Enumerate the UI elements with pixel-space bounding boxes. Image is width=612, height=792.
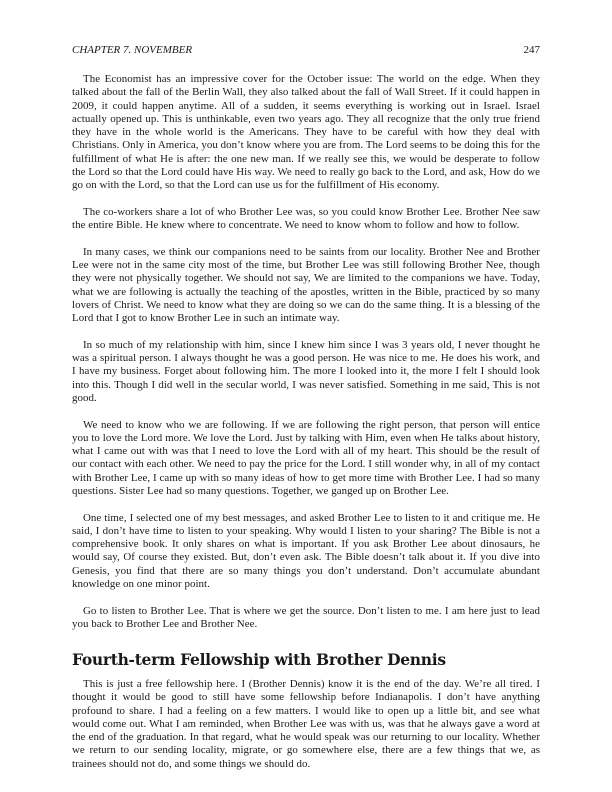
paragraph: Go to listen to Brother Lee. That is where we get the source. Don’t listen to me. I am here just to lead you back to Brother Lee and Brother Nee. <box>72 604 540 630</box>
section-heading: Fourth-term Fellowship with Brother Dennis <box>72 650 446 669</box>
paragraph: We need to know who we are following. If we are following the right person, that person will entice you to love the Lord more. We love the Lord. Just by talking with Him, even when He talks about history, what I came out with was that I need to love the Lord with all of my heart. This should be the result of our contact with each other. We need to pay the price for the Lord. I still wonder why, in all of my contact with Brother Lee, I came up with so many ideas of how to get more time with Brother Lee. I had so many questions. Sister Lee had so many questions. Together, we ganged up on Brother Lee. <box>72 418 540 497</box>
paragraph: This is just a free fellowship here. I (Brother Dennis) know it is the end of the day. We’re all tired. I thought it would be good to still have some fellowship before Indianapolis. I don’t have anything profound to share. I had a feeling on a few matters. I would like to open up a little bit, and see what would come out. What I am reminded, when Brother Lee was with us, was that he always gave a word at the end of the graduation. In that regard, what he would speak was our returning to our locality. Whether we return to our sending locality, migrate, or go somewhere else, there are a few things that we, as trainees should not do, and some things we should do. <box>72 678 540 770</box>
paragraph: The co-workers share a lot of who Brother Lee was, so you could know Brother Lee. Brother Nee saw the entire Bible. He knew where to concentrate. We need to know whom to follow and how to follow. <box>72 205 540 231</box>
chapter-title: CHAPTER 7. NOVEMBER <box>72 44 193 56</box>
running-header <box>72 44 540 57</box>
document-page <box>72 44 540 784</box>
page-number: 247 <box>523 44 540 56</box>
paragraph: In many cases, we think our companions need to be saints from our locality. Brother Nee and Brother Lee were not in the same city most of the time, but Brother Lee was still following Brother Nee, though they were not physically together. We should not say, We are limited to the companions we have. Today, what we are following is actually the teaching of the apostles, written in the Bible, practiced by so many lovers of Christ. We need to know what they are doing so we can do the same thing. It is a blessing of the Lord that I got to know Brother Lee in such an intimate way. <box>72 245 540 324</box>
paragraph: In so much of my relationship with him, since I knew him since I was 3 years old, I never thought he was a spiritual person. I always thought he was a good person. He was nice to me. He does his work, and I have my business. Forget about following him. The more I looked into it, the more I felt I should look into this. Though I did well in the secular world, I was never satisfied. Something in me said, This is not good. <box>72 338 540 404</box>
paragraph: One time, I selected one of my best messages, and asked Brother Lee to listen to it and critique me. He said, I don’t have time to listen to your speaking. Why would I listen to your sharing? The Bible is not a comprehensive book. It only shares on what is important. If you ask Brother Lee about dinosaurs, he would say, Of course they existed. But, don’t even ask. The Bible doesn’t talk about it. If you dive into Genesis, you find that there are so many things you don’t understand. Don’t accumulate abundant knowledge on one minor point. <box>72 511 540 590</box>
paragraph: The Economist has an impressive cover for the October issue: The world on the edge. When they talked about the fall of the Berlin Wall, they also talked about the fall of Wall Street. If it could happen in 2009, it could happen anytime. All of a sudden, it seems everything is working out in Israel. Israel actually opened up. This is unthinkable, even two years ago. They all recognize that the only true friend they have in the whole world is the Americans. They have to be careful with how they deal with Christians. Only in America, you don’t know where you are from. The Lord seems to be doing this for the fulfillment of what He is after: the one new man. If we really see this, we would be desperate to follow the Lord so that the Lord could have His way. We need to really go back to the Lord, and ask, How do we go on with the Lord, so that the Lord can use us for the fulfillment of His economy. <box>72 73 540 191</box>
